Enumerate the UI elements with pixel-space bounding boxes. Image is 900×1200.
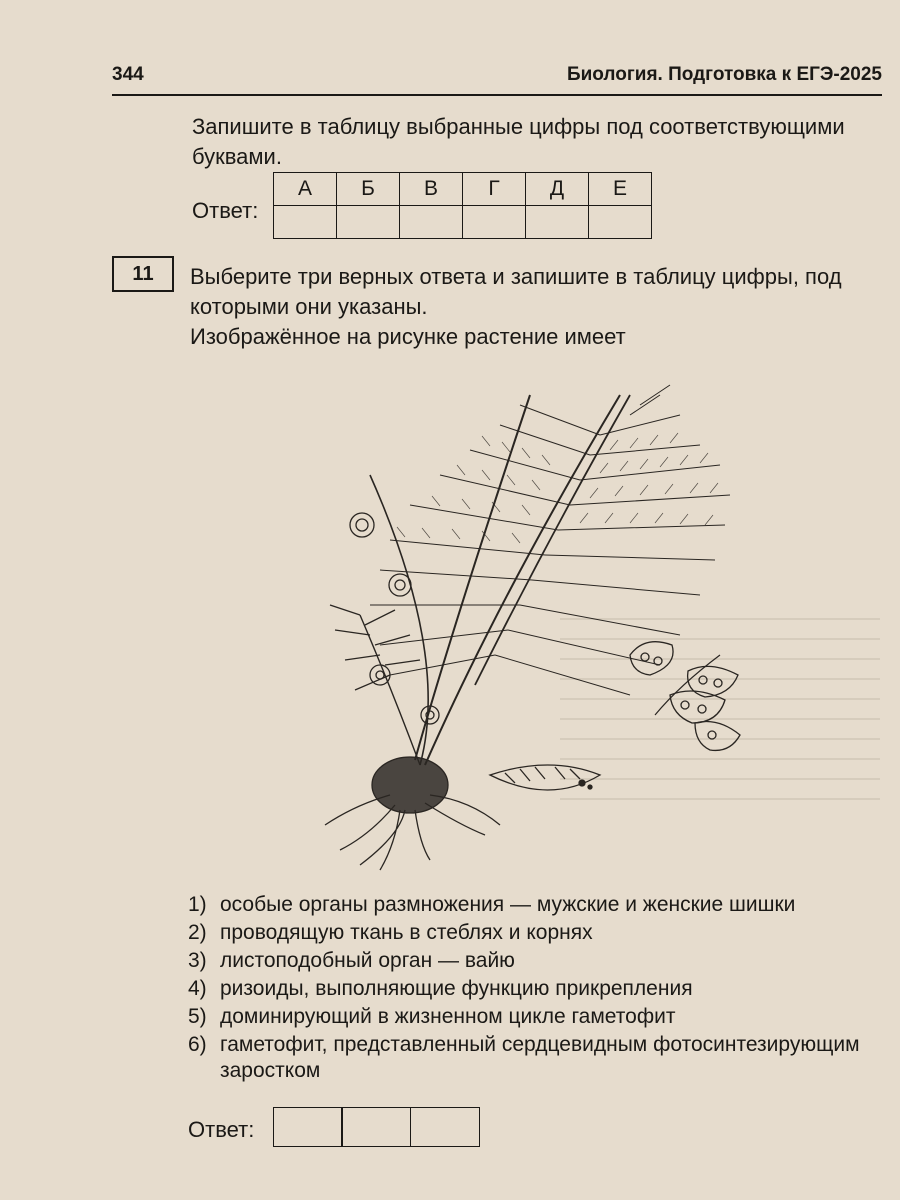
- option-item: 3) листоподобный орган — вайю: [188, 949, 515, 972]
- answer-box[interactable]: [410, 1107, 480, 1147]
- task-instruction: Выберите три верных ответа и запишите в таблицу цифры, под которыми они указаны.: [190, 264, 842, 319]
- answer-cell[interactable]: [526, 206, 589, 239]
- page-header: [112, 58, 882, 96]
- cross-section-detail: [490, 765, 600, 790]
- letter-cell: Д: [526, 173, 589, 206]
- task-prompt: [190, 262, 890, 352]
- option-item: 4) ризоиды, выполняющие функцию прикрепления: [188, 977, 693, 1000]
- option-item: 6) гаметофит, представленный сердцевидным фотосинтезирующим заростком: [188, 1033, 860, 1082]
- answer-label: Ответ:: [192, 198, 259, 223]
- sori-detail: [630, 642, 740, 751]
- answer-cell[interactable]: [589, 206, 652, 239]
- table-instruction: Запишите в таблицу выбранные цифры под соответствующими буквами.: [192, 114, 845, 169]
- option-item: 5) доминирующий в жизненном цикле гаметофит: [188, 1005, 676, 1028]
- letter-cell: Б: [337, 173, 400, 206]
- letter-answer-row: [192, 172, 672, 244]
- fern-rhizome: [325, 757, 500, 870]
- answer-cell[interactable]: [463, 206, 526, 239]
- letter-answer-table: [273, 172, 652, 239]
- book-title: Биология. Подготовка к ЕГЭ-2025: [566, 64, 882, 85]
- answer-cell[interactable]: [274, 206, 337, 239]
- task-question: Изображённое на рисунке растение имеет: [190, 324, 626, 349]
- letter-cell: Г: [463, 173, 526, 206]
- letter-cell: Е: [589, 173, 652, 206]
- answer-boxes: [274, 1107, 480, 1147]
- page-number: 344: [112, 64, 144, 85]
- answer-box[interactable]: [273, 1107, 343, 1147]
- answer-box[interactable]: [341, 1107, 411, 1147]
- option-item: 2) проводящую ткань в стеблях и корнях: [188, 921, 593, 944]
- letter-cell: А: [274, 173, 337, 206]
- task-number-box: 11: [112, 256, 174, 292]
- fern-illustration: [300, 355, 780, 875]
- answer-cell[interactable]: [400, 206, 463, 239]
- options-list: [188, 892, 888, 1086]
- letter-cell: В: [400, 173, 463, 206]
- answer-label: Ответ:: [188, 1117, 255, 1142]
- fern-fiddleheads: [350, 513, 439, 724]
- answer-cell[interactable]: [337, 206, 400, 239]
- option-item: 1) особые органы размножения — мужские и женские шишки: [188, 893, 796, 916]
